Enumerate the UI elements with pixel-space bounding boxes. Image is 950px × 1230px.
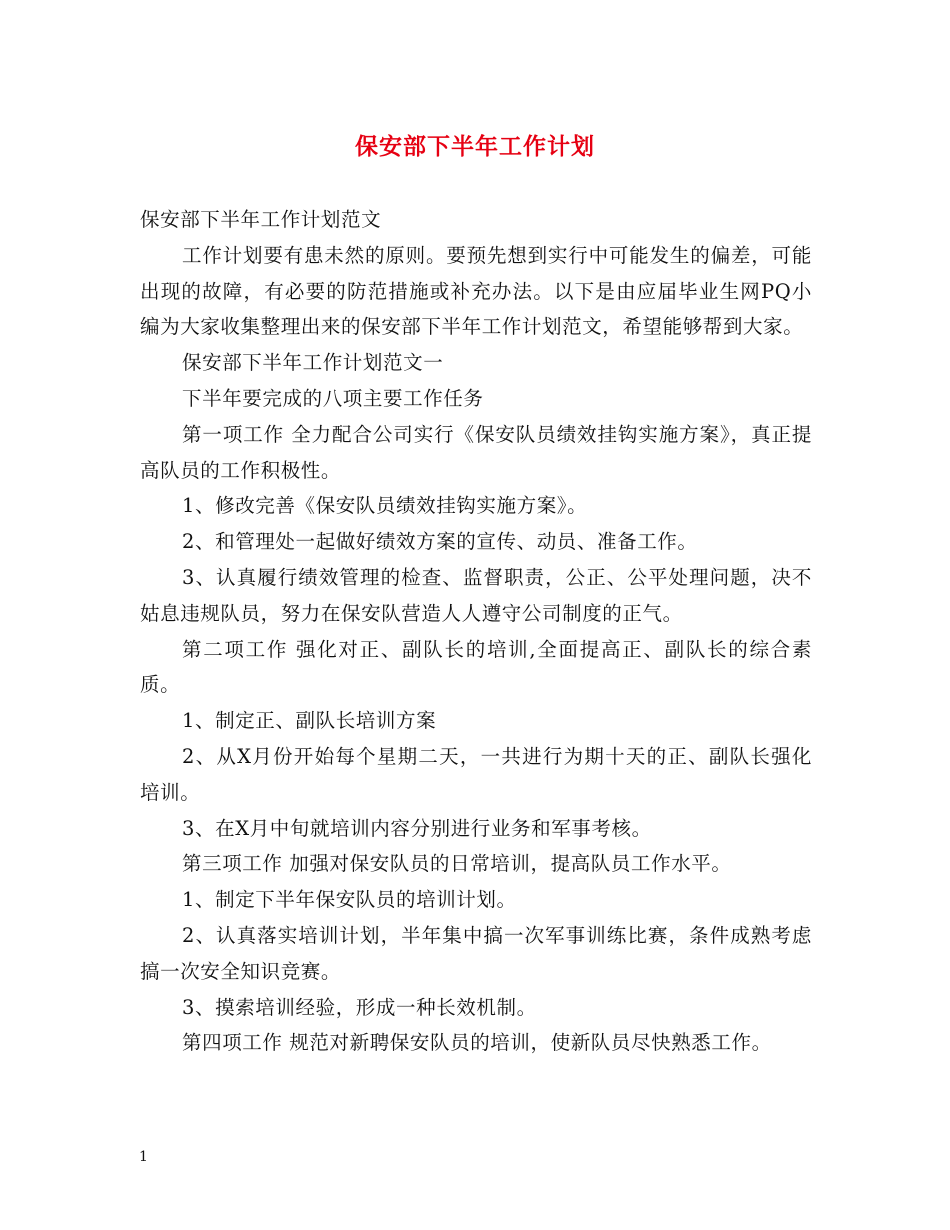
document-title: 保安部下半年工作计划	[355, 134, 595, 160]
paragraph-17: 第四项工作 规范对新聘保安队员的培训，使新队员尽快熟悉工作。	[182, 1031, 772, 1055]
paragraph-15: 2、认真落实培训计划，半年集中搞一次军事训练比赛，条件成熟考虑搞一次安全知识竞赛。	[140, 923, 812, 983]
paragraph-13: 第三项工作 加强对保安队员的日常培训，提高队员工作水平。	[182, 852, 732, 876]
paragraph-3: 保安部下半年工作计划范文一	[182, 351, 444, 375]
paragraph-11: 2、从X月份开始每个星期二天，一共进行为期十天的正、副队长强化培训。	[140, 744, 812, 804]
paragraph-14: 1、制定下半年保安队员的培训计划。	[182, 888, 517, 912]
paragraph-6: 1、修改完善《保安队员绩效挂钩实施方案》。	[182, 494, 588, 518]
paragraph-9: 第二项工作 强化对正、副队长的培训,全面提高正、副队长的综合素质。	[140, 637, 812, 697]
document-body	[140, 202, 812, 1061]
paragraph-4: 下半年要完成的八项主要工作任务	[182, 386, 484, 410]
paragraph-16: 3、摸索培训经验，形成一种长效机制。	[182, 995, 537, 1019]
page-number: 1	[139, 1149, 148, 1165]
paragraph-7: 2、和管理处一起做好绩效方案的宣传、动员、准备工作。	[182, 530, 698, 554]
paragraph-8: 3、认真履行绩效管理的检查、监督职责，公正、公平处理问题，决不姑息违规队员，努力在保安队营造人人遵守公司制度的正气。	[140, 565, 812, 625]
paragraph-2: 工作计划要有患未然的原则。要预先想到实行中可能发生的偏差，可能出现的故障，有必要的防范措施或补充办法。以下是由应届毕业生网PQ小编为大家收集整理出来的保安部下半年工作计划范文，希望能够帮到大家。	[140, 243, 812, 339]
paragraph-5: 第一项工作 全力配合公司实行《保安队员绩效挂钩实施方案》，真正提高队员的工作积极性。	[140, 422, 812, 482]
paragraph-10: 1、制定正、副队长培训方案	[182, 709, 437, 733]
paragraph-1: 保安部下半年工作计划范文	[140, 208, 382, 231]
paragraph-12: 3、在X月中旬就培训内容分别进行业务和军事考核。	[182, 816, 652, 840]
